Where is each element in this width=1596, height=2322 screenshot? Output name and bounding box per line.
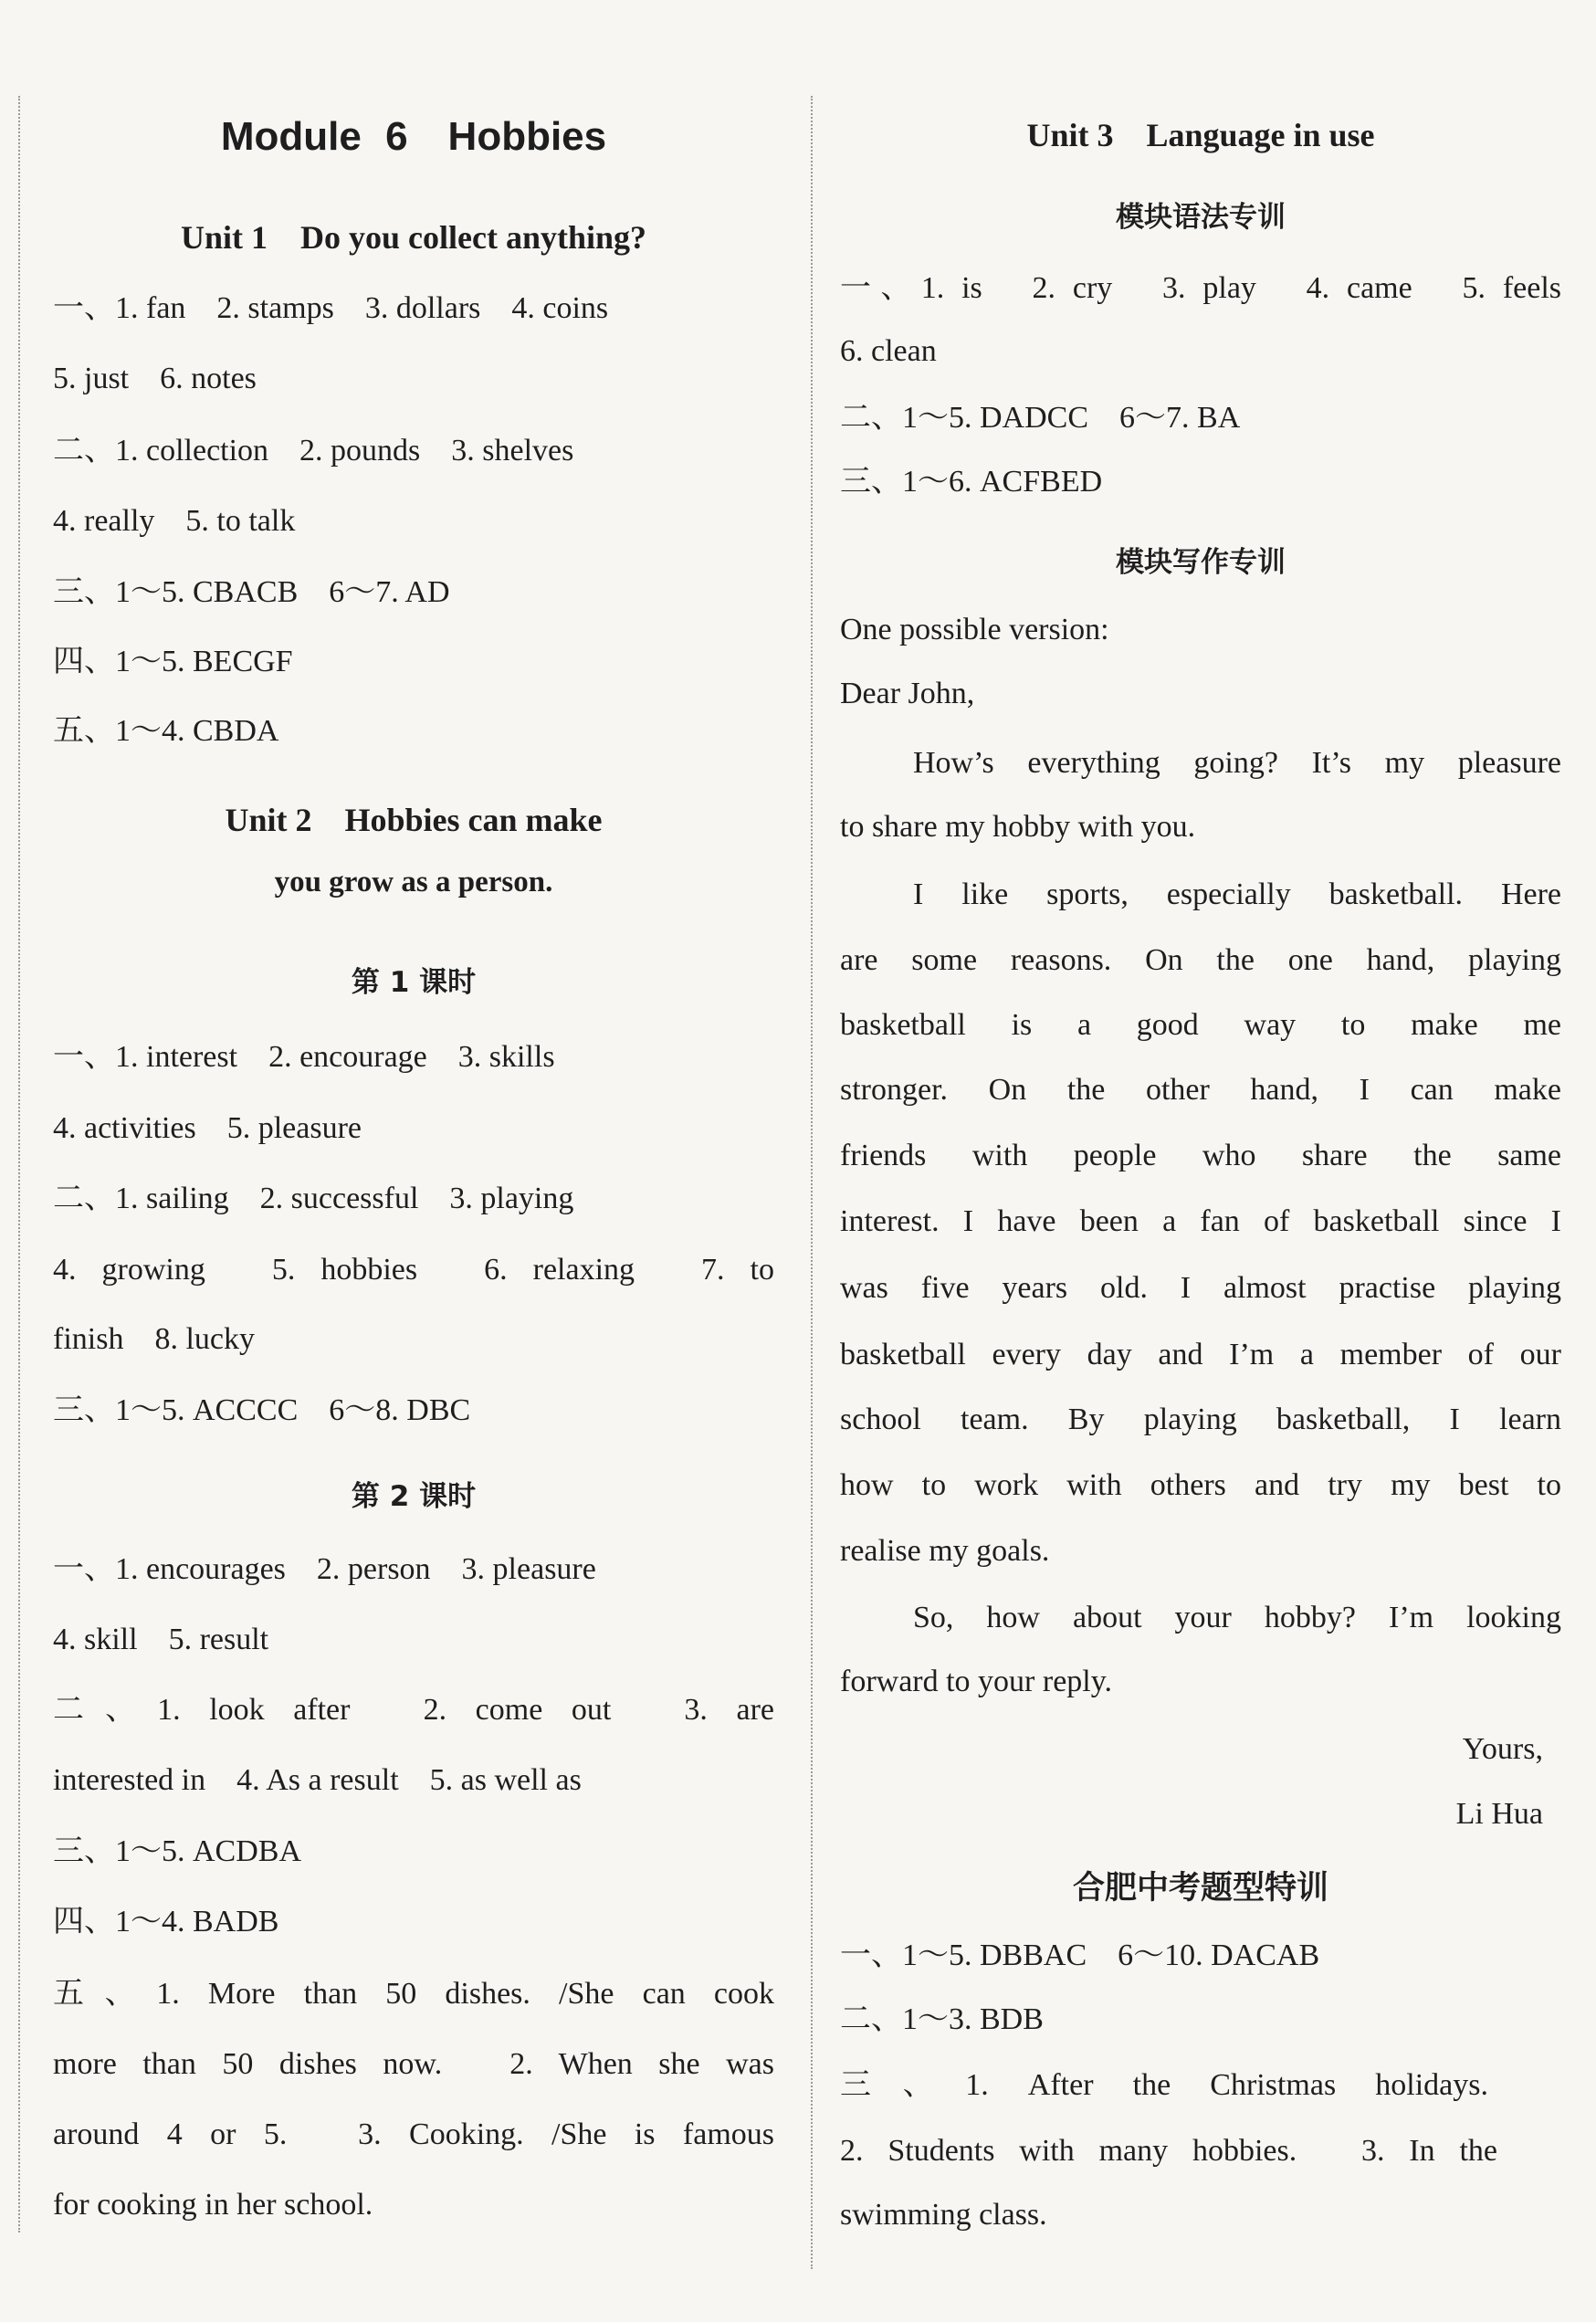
letter-line: basketball is a good way to make me [840, 1008, 1561, 1042]
lesson2-line: 一、1. encourages 2. person 3. pleasure [53, 1552, 596, 1586]
lesson2-heading: 第 2 课时 [351, 1480, 477, 1513]
hefei-line: 二、1～3. BDB [840, 2002, 1044, 2036]
lesson2-line: 二、1. look after 2. come out 3. are [53, 1693, 774, 1727]
letter-line: friends with people who share the same [840, 1139, 1561, 1172]
letter-line: are some reasons. On the one hand, playing [840, 943, 1561, 977]
letter-line: interest. I have been a fan of basketball since I [840, 1204, 1561, 1238]
lesson2-line: for cooking in her school. [53, 2188, 373, 2222]
lesson1-line: 4. growing 5. hobbies 6. relaxing 7. to [53, 1253, 774, 1287]
lesson1-line: 三、1～5. ACCCC 6～8. DBC [53, 1393, 471, 1427]
letter-line: I like sports, especially basketball. Here [913, 877, 1561, 911]
unit1-line: 一、1. fan 2. stamps 3. dollars 4. coins [53, 291, 609, 325]
unit1-line: 4. really 5. to talk [53, 504, 296, 538]
unit1-line: 二、1. collection 2. pounds 3. shelves [53, 434, 574, 468]
unit1-line: 5. just 6. notes [53, 362, 257, 395]
letter-line: was five years old. I almost practise playing [840, 1271, 1561, 1305]
unit1-line: 三、1～5. CBACB 6～7. AD [53, 575, 450, 609]
letter-line: school team. By playing basketball, I learn [840, 1403, 1561, 1436]
lesson2-line: around 4 or 5. 3. Cooking. /She is famous [53, 2117, 774, 2151]
lesson2-line: interested in 4. As a result 5. as well as [53, 1763, 582, 1797]
writing-intro: One possible version: [840, 613, 1109, 646]
hefei-line: 2. Students with many hobbies. 3. In the [840, 2134, 1497, 2168]
lesson2-line: more than 50 dishes now. 2. When she was [53, 2047, 774, 2081]
letter-line: stronger. On the other hand, I can make [840, 1073, 1561, 1107]
letter-line: realise my goals. [840, 1534, 1050, 1568]
letter-line: to share my hobby with you. [840, 810, 1196, 844]
letter-line: How’s everything going? It’s my pleasure [913, 746, 1561, 780]
letter-greeting: Dear John, [840, 677, 975, 710]
lesson2-line: 4. skill 5. result [53, 1623, 269, 1656]
lesson1-heading: 第 1 课时 [351, 966, 477, 999]
grammar-line: 一、1. is 2. cry 3. play 4. came 5. feels [840, 271, 1561, 305]
unit1-line: 四、1～5. BECGF [53, 645, 293, 678]
column-divider [811, 96, 813, 2269]
lesson1-line: 一、1. interest 2. encourage 3. skills [53, 1040, 555, 1074]
lesson1-line: 二、1. sailing 2. successful 3. playing [53, 1182, 574, 1215]
module-title: Module 6 Hobbies [220, 114, 607, 159]
left-margin-divider [18, 96, 20, 2233]
hefei-line: 三、1. After the Christmas holidays. [840, 2068, 1488, 2102]
unit1-title: Unit 1 Do you collect anything? [180, 219, 646, 256]
lesson1-line: 4. activities 5. pleasure [53, 1111, 362, 1145]
unit1-line: 五、1～4. CBDA [53, 714, 279, 748]
lesson2-line: 四、1～4. BADB [53, 1905, 279, 1939]
letter-line: So, how about your hobby? I’m looking [913, 1601, 1561, 1634]
grammar-line: 6. clean [840, 334, 937, 368]
letter-line: basketball every day and I’m a member of our [840, 1338, 1561, 1371]
hefei-line: 一、1～5. DBBAC 6～10. DACAB [840, 1939, 1320, 1972]
unit2-title-line2: you grow as a person. [274, 866, 553, 898]
grammar-line: 三、1～6. ACFBED [840, 465, 1103, 499]
lesson1-line: finish 8. lucky [53, 1322, 255, 1356]
hefei-line: swimming class. [840, 2198, 1047, 2232]
grammar-heading: 模块语法专训 [1116, 201, 1286, 234]
hefei-heading: 合肥中考题型特训 [1072, 1870, 1328, 1907]
unit3-title: Unit 3 Language in use [1026, 117, 1375, 153]
letter-signature: Li Hua [1455, 1797, 1543, 1831]
letter-closing: Yours, [1462, 1732, 1543, 1766]
writing-heading: 模块写作专训 [1116, 546, 1286, 579]
unit2-title-line1: Unit 2 Hobbies can make [225, 802, 603, 838]
lesson2-line: 三、1～5. ACDBA [53, 1834, 302, 1868]
letter-line: forward to your reply. [840, 1665, 1113, 1698]
lesson2-line: 五、1. More than 50 dishes. /She can cook [53, 1977, 774, 2011]
letter-line: how to work with others and try my best to [840, 1468, 1561, 1502]
grammar-line: 二、1～5. DADCC 6～7. BA [840, 401, 1241, 435]
